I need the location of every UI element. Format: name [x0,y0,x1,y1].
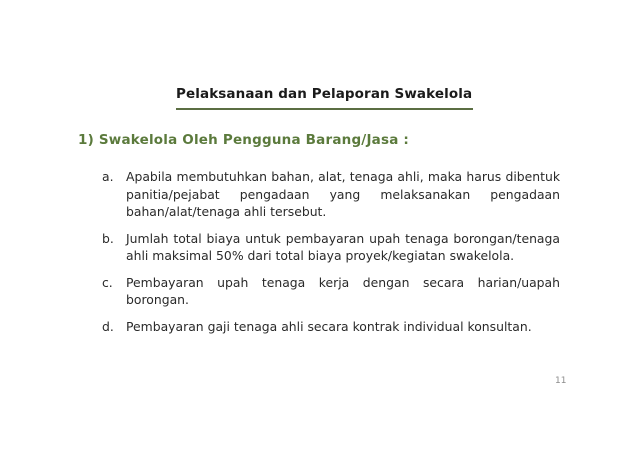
list-item-text: Pembayaran gaji tenaga ahli secara kontrak individual konsultan. [126,318,532,334]
slide-title: Pelaksanaan dan Pelaporan Swakelola [176,86,473,102]
title-block [176,86,476,102]
list-item-text: Pembayaran upah tenaga kerja dengan secara harian/uapah borongan. [126,274,560,307]
list-item-marker: a. [102,169,114,184]
list-item [102,168,560,221]
section-heading: 1) Swakelola Oleh Pengguna Barang/Jasa : [78,132,410,148]
item-list [102,168,560,344]
list-item-marker: c. [102,274,113,290]
list-item-marker: d. [102,318,114,334]
page-number: 11 [555,376,567,386]
title-underline [176,108,473,110]
list-item-text: Apabila membutuhkan bahan, alat, tenaga ahli, maka harus dibentuk panitia/pejabat pengadaan yang melaksanakan pengadaan bahan/alat/tenaga ahli tersebut. [126,169,560,219]
list-item-text: Jumlah total biaya untuk pembayaran upah tenaga borongan/tenaga ahli maksimal 50% dari total biaya proyek/kegiatan swakelola. [126,230,560,263]
list-item [102,230,560,265]
list-item [102,274,560,309]
list-item-marker: b. [102,230,114,246]
list-item [102,318,560,336]
